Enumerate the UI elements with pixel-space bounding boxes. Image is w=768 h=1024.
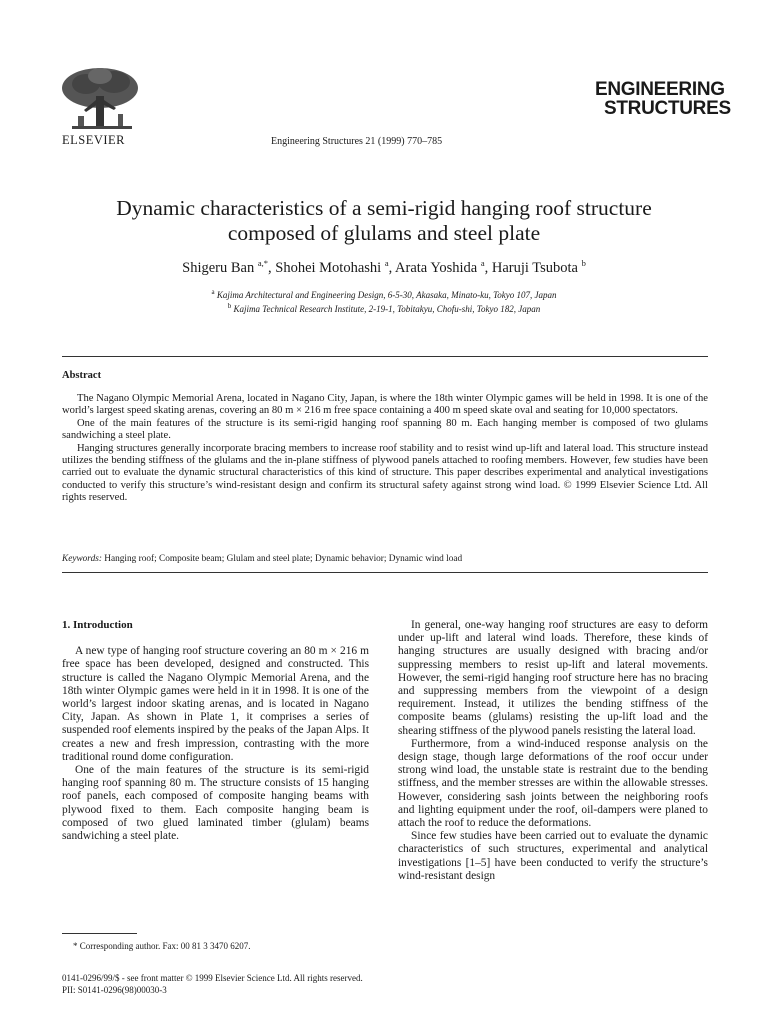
title-line-2: composed of glulams and steel plate xyxy=(227,221,541,245)
journal-logo-line2: STRUCTURES xyxy=(604,98,731,119)
author-name: Shohei Motohashi xyxy=(275,259,382,276)
copyright-line: 0141-0296/99/$ - see front matter © 1999 Elsevier Science Ltd. All rights reserved. xyxy=(62,973,363,983)
affiliation-line xyxy=(60,287,708,301)
paper-title xyxy=(60,196,708,246)
author-list: Shigeru Ban $^{a,*}$, Shohei Motohashi $^a$, Arata Yoshida $^a$, Haruji Tsubota $^b$ xyxy=(182,258,586,276)
abstract-top-rule xyxy=(62,356,708,357)
affiliation-text: Kajima Architectural and Engineering Design, 6-5-30, Akasaka, Minato-ku, Tokyo 107, Japan xyxy=(216,290,557,300)
affiliation-mark: b xyxy=(227,302,232,310)
body-paragraph: In general, one-way hanging roof structures are easy to deform under up-lift and lateral wind loads. Therefore, these kinds of hanging structures are usually designed with bracing and/or suppressing members to resist up-lift and lateral movements. However, the semi-rigid hanging roof structure here has no bracing and suppressing members from the viewpoint of a design requirement. Instead, it utilizes the bending stiffness of the composite beams (glulams) resisting the up-lift load and the shearing stiffness of the plywood panels resisting the lateral load. xyxy=(398,619,708,737)
body-paragraph: A new type of hanging roof structure covering an 80 m × 216 m free space has been developed, designed and constructed. This structure is called the Nagano Olympic Memorial Arena, and the 18th winter Olympic games were held in it in 1998. It is one of the world’s largest indoor skating arenas, and is located in Nagano City, Japan. As shown in Plate 1, it comprises a series of suspended roof elements inspired by the peaks of the Japan Alps. It creates a new and fresh impression, contrasting with the more traditional round dome configuration. xyxy=(62,645,369,763)
copyright-block xyxy=(62,972,363,996)
footnote-rule xyxy=(62,933,137,934)
abstract-paragraph: One of the main features of the structure is its semi-rigid hanging roof spanning 80 m. Each hanging member is composed of two glulams sandwiching a steel plate. xyxy=(62,417,708,442)
author-affil-mark: b xyxy=(581,258,586,268)
body-column-right xyxy=(398,619,708,883)
abstract-paragraph: Hanging structures generally incorporate bracing members to increase roof stability and to resist wind up-lift and lateral load. This structure instead utilizes the bending stiffness of the glulams and the in-plane stiffness of plywood panels attached to roofing members. However, few studies have been carried out to evaluate the dynamic structural characteristics of this kind of structure. This paper describes experimental and analytical investigations conducted to verify this structure’s wind-resistant design and confirm its structural safety against strong wind load. © 1999 Elsevier Science Ltd. All rights reserved. xyxy=(62,442,708,504)
footnote-mark: * xyxy=(73,941,78,951)
body-paragraph: Since few studies have been carried out to evaluate the dynamic characteristics of such structures, experimental and analytical investigations [1–5] have been conducted to verify the structure’s wind-resistant design xyxy=(398,830,708,882)
keywords-list: Hanging roof; Composite beam; Glulam and steel plate; Dynamic behavior; Dynamic wind load xyxy=(104,554,463,564)
author-name: Haruji Tsubota xyxy=(491,259,578,276)
affiliations xyxy=(60,287,708,315)
author-affil-mark: a xyxy=(480,258,485,268)
pii-line: PII: S0141-0296(98)00030-3 xyxy=(62,985,167,995)
affiliation-mark: a xyxy=(211,288,215,296)
author-affil-mark: a xyxy=(384,258,389,268)
affiliation-line xyxy=(60,301,708,315)
keywords-label: Keywords: xyxy=(62,554,102,564)
title-line-1: Dynamic characteristics of a semi-rigid hanging roof structure xyxy=(116,196,652,220)
corresponding-author-footnote xyxy=(62,941,251,951)
affiliation-text: Kajima Technical Research Institute, 2-19-1, Tobitakyu, Chofu-shi, Tokyo 182, Japan xyxy=(233,304,541,314)
author-name: Shigeru Ban xyxy=(182,259,255,276)
author-name: Arata Yoshida xyxy=(395,259,478,276)
journal-citation: Engineering Structures 21 (1999) 770–785 xyxy=(271,136,443,147)
author-affil-mark: a,* xyxy=(257,258,268,268)
footnote-text: Corresponding author. Fax: 00 81 3 3470 6207. xyxy=(79,941,251,951)
abstract-paragraph: The Nagano Olympic Memorial Arena, located in Nagano City, Japan, is where the 18th winter Olympic games will be held in 1998. It is one of the world’s largest speed skating arenas, covering an 80 m × 216 m free space containing a 400 m speed skate oval and seating for 10,000 spectators. xyxy=(62,393,708,417)
abstract-body xyxy=(62,393,708,505)
journal-logo xyxy=(595,80,731,118)
keywords xyxy=(62,554,708,564)
body-paragraph: One of the main features of the structure is its semi-rigid hanging roof spanning 80 m. The structure consists of 15 hanging roof panels, each composed of composite hanging beams with plywood fixed to them. Each composite hanging beam is composed of two glued laminated timber (glulam) beams sandwiching a steel plate. xyxy=(62,764,369,843)
elsevier-tree-logo xyxy=(58,66,142,136)
body-paragraph: Furthermore, from a wind-induced response analysis on the design stage, though large deformations of the roof occur under strong wind load, the unstable state is restraint due to the bending stiffness, and the member stresses are within the allowable stresses. However, considering sash joints between the neighboring roofs and lighting equipment under the roof, oil-dampers were planed to attach the roof to reduce the deformations. xyxy=(398,737,708,830)
abstract-bottom-rule xyxy=(62,572,708,573)
abstract-heading: Abstract xyxy=(62,370,102,381)
section-heading-introduction: 1. Introduction xyxy=(62,619,133,631)
body-column-left xyxy=(62,619,369,843)
publisher-name: ELSEVIER xyxy=(62,133,126,147)
journal-logo-line1: ENGINEERING xyxy=(595,79,725,100)
